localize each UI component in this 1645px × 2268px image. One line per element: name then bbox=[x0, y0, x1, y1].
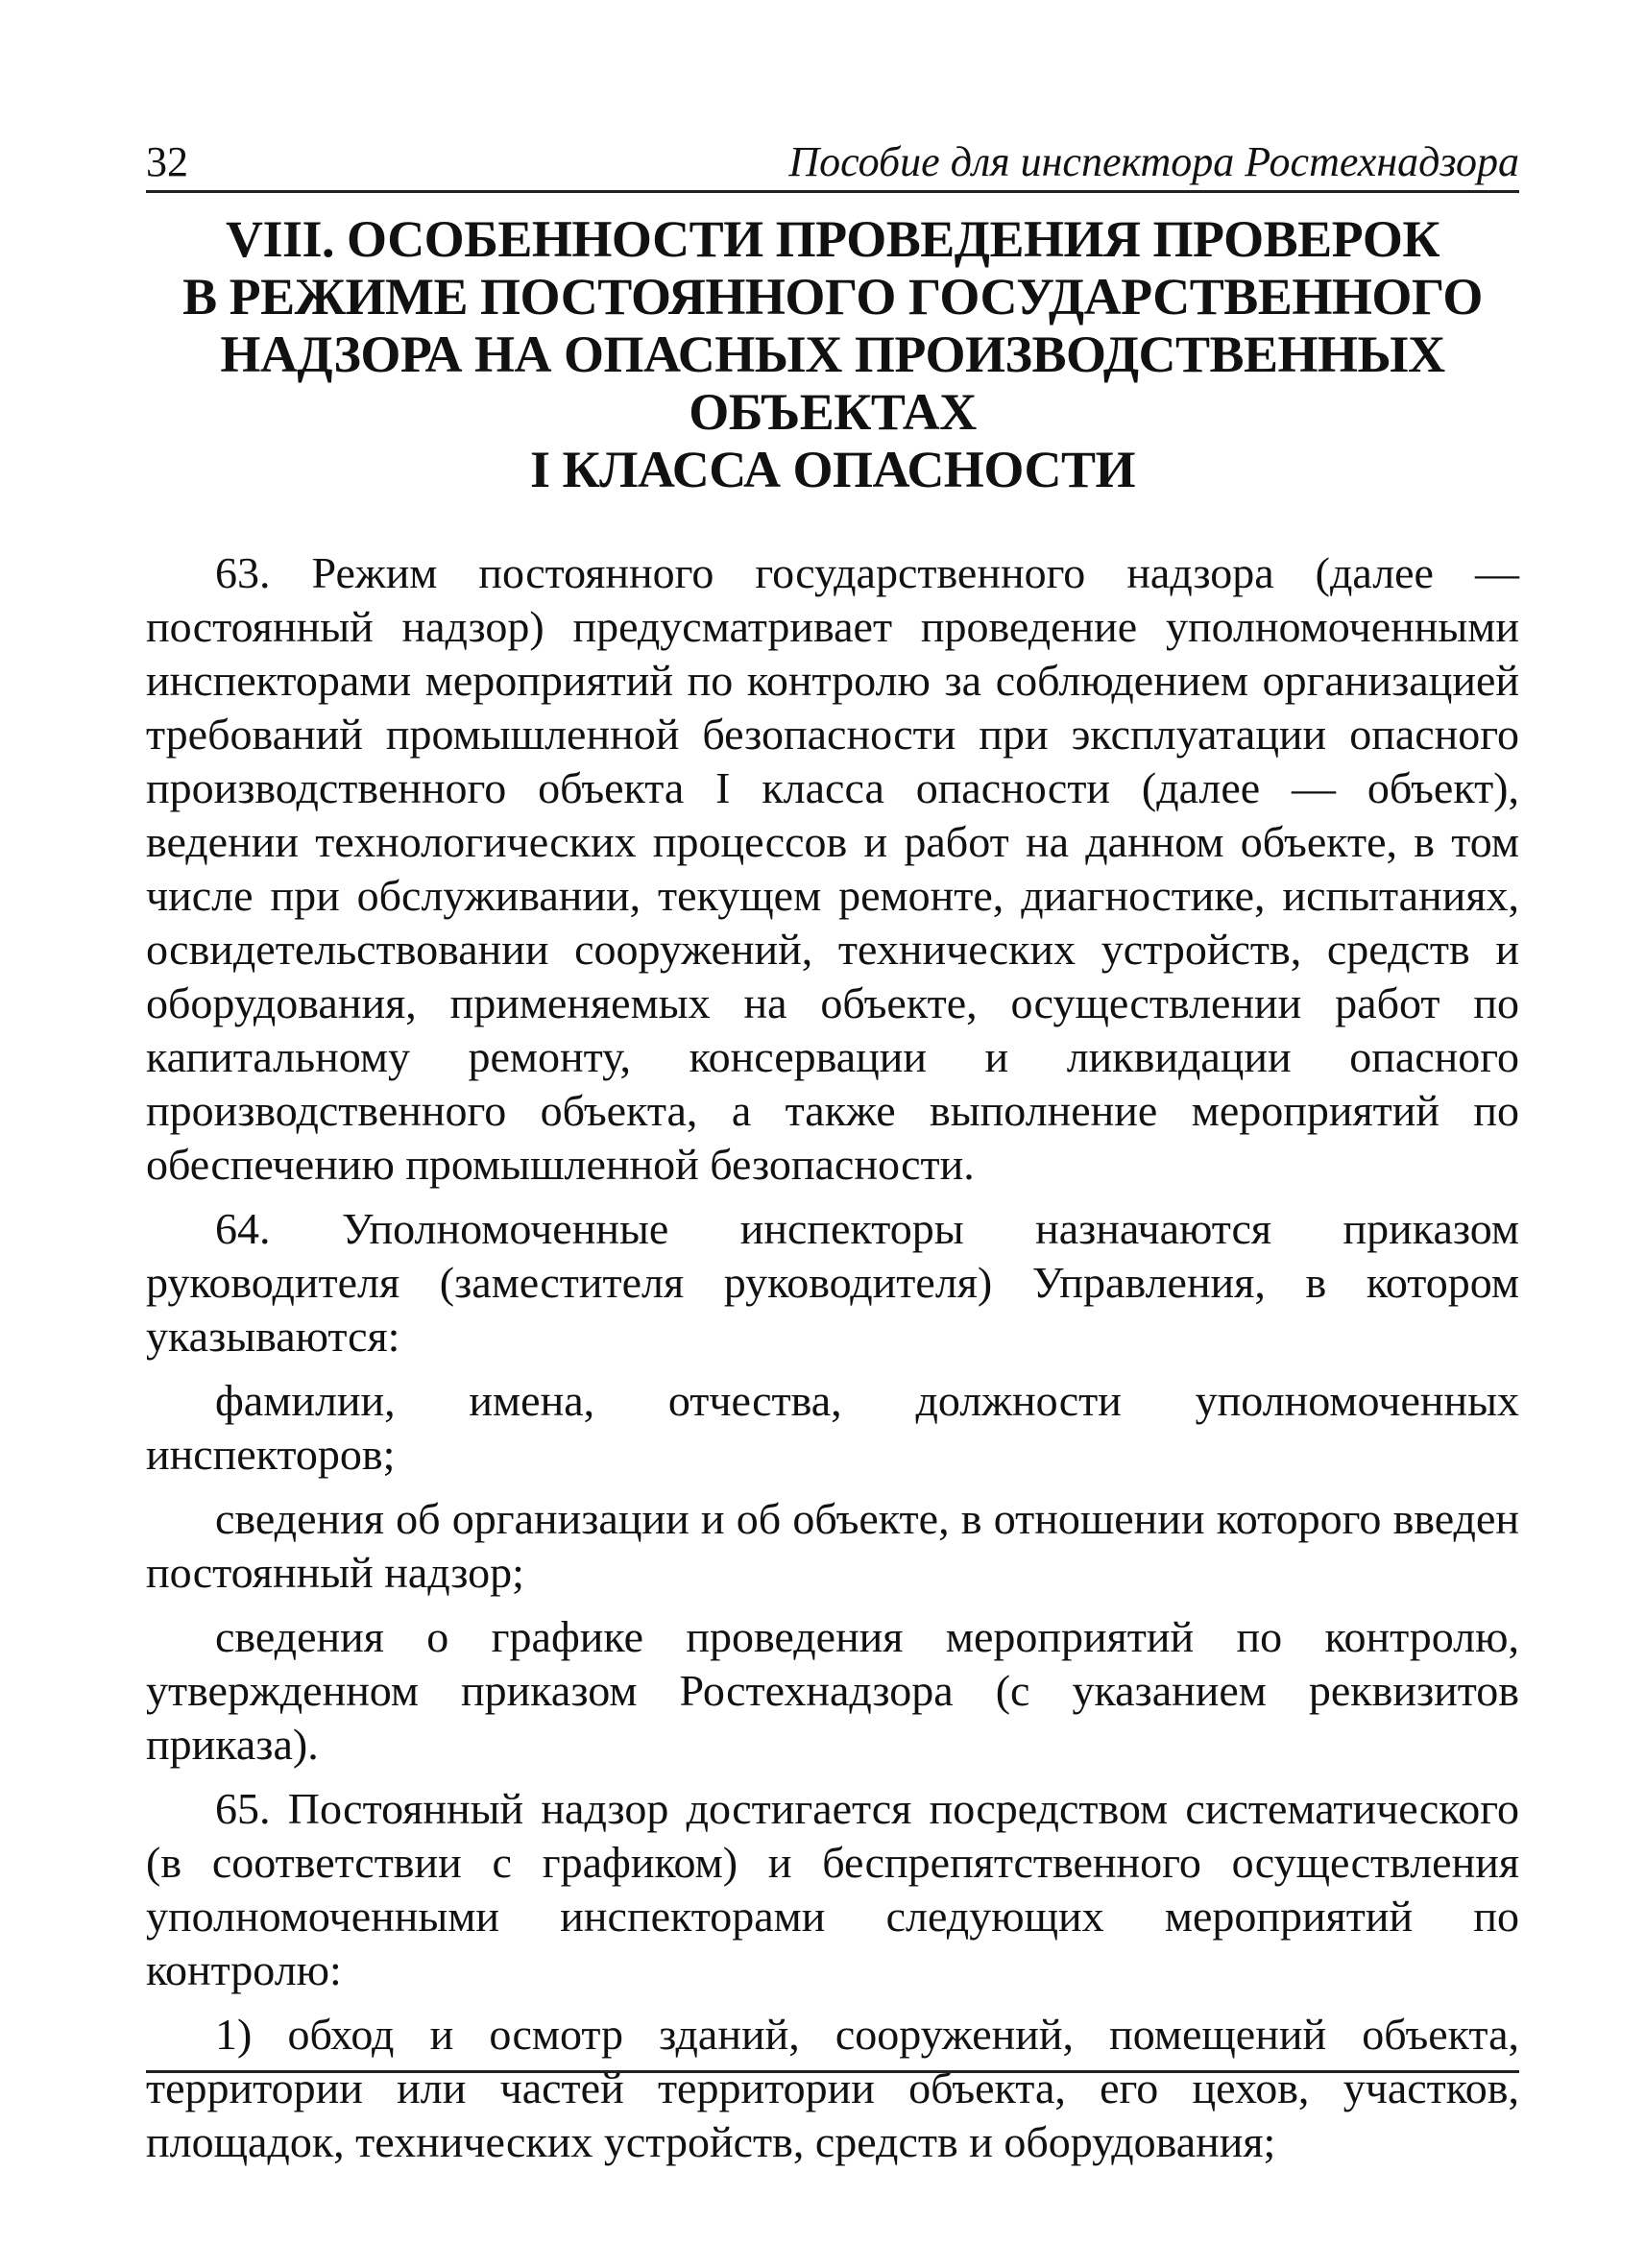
chapter-title-line: НАДЗОРА НА ОПАСНЫХ ПРОИЗВОДСТВЕННЫХ ОБЪЕКТАХ bbox=[220, 326, 1445, 441]
chapter-title bbox=[146, 210, 1519, 498]
list-item: сведения об организации и об объекте, в отношении которого введен постоянный надзор; bbox=[146, 1494, 1519, 1597]
list-item: сведения о графике проведения мероприятий по контролю, утвержденном приказом Ростехнадзора (с указанием реквизитов приказа). bbox=[146, 1612, 1519, 1769]
paragraph-63: 63. Режим постоянного государственного надзора (далее — постоянный надзор) предусматривает проведение уполномоченными инспекторами мероприятий по контролю за соблюдением организацией требований промышленной безопасности при эксплуатации опасного производственного объекта I класса опасности (далее — объект), ведении технологических процессов и работ на данном объекте, в том числе при обслуживании, текущем ремонте, диагностике, испытаниях, освидетельствовании сооружений, технических устройств, средств и оборудования, применяемых на объекте, осуществлении работ по капитальному ремонту, консервации и ликвидации опасного производственного объекта, а также выполнение мероприятий по обеспечению промышленной безопасности. bbox=[146, 548, 1519, 1189]
chapter-title-line: I КЛАССА ОПАСНОСТИ bbox=[529, 441, 1135, 498]
paragraph-64: 64. Уполномоченные инспекторы назначаются приказом руководителя (заместителя руководителя) Управления, в котором указываются: bbox=[146, 1204, 1519, 1361]
running-header bbox=[146, 134, 1519, 193]
page-number: 32 bbox=[146, 138, 188, 185]
list-item: 1) обход и осмотр зданий, сооружений, помещений объекта, территории или частей территории объекта, его цехов, участков, площадок, технических устройств, средств и оборудования; bbox=[146, 2010, 1519, 2166]
chapter-title-line: В РЕЖИМЕ ПОСТОЯННОГО ГОСУДАРСТВЕННОГО bbox=[182, 268, 1483, 326]
chapter-title-line: VIII. ОСОБЕННОСТИ ПРОВЕДЕНИЯ ПРОВЕРОК bbox=[225, 210, 1440, 268]
running-title: Пособие для инспектора Ростехнадзора bbox=[788, 138, 1519, 185]
list-item: фамилии, имена, отчества, должности уполномоченных инспекторов; bbox=[146, 1376, 1519, 1479]
document-page bbox=[146, 134, 1519, 2180]
paragraph-65: 65. Постоянный надзор достигается посредством систематического (в соответствии с графиком) и беспрепятственного осуществления уполномоченными инспекторами следующих мероприятий по контролю: bbox=[146, 1784, 1519, 1994]
body-text bbox=[146, 546, 1519, 2169]
bottom-rule bbox=[146, 2070, 1519, 2073]
